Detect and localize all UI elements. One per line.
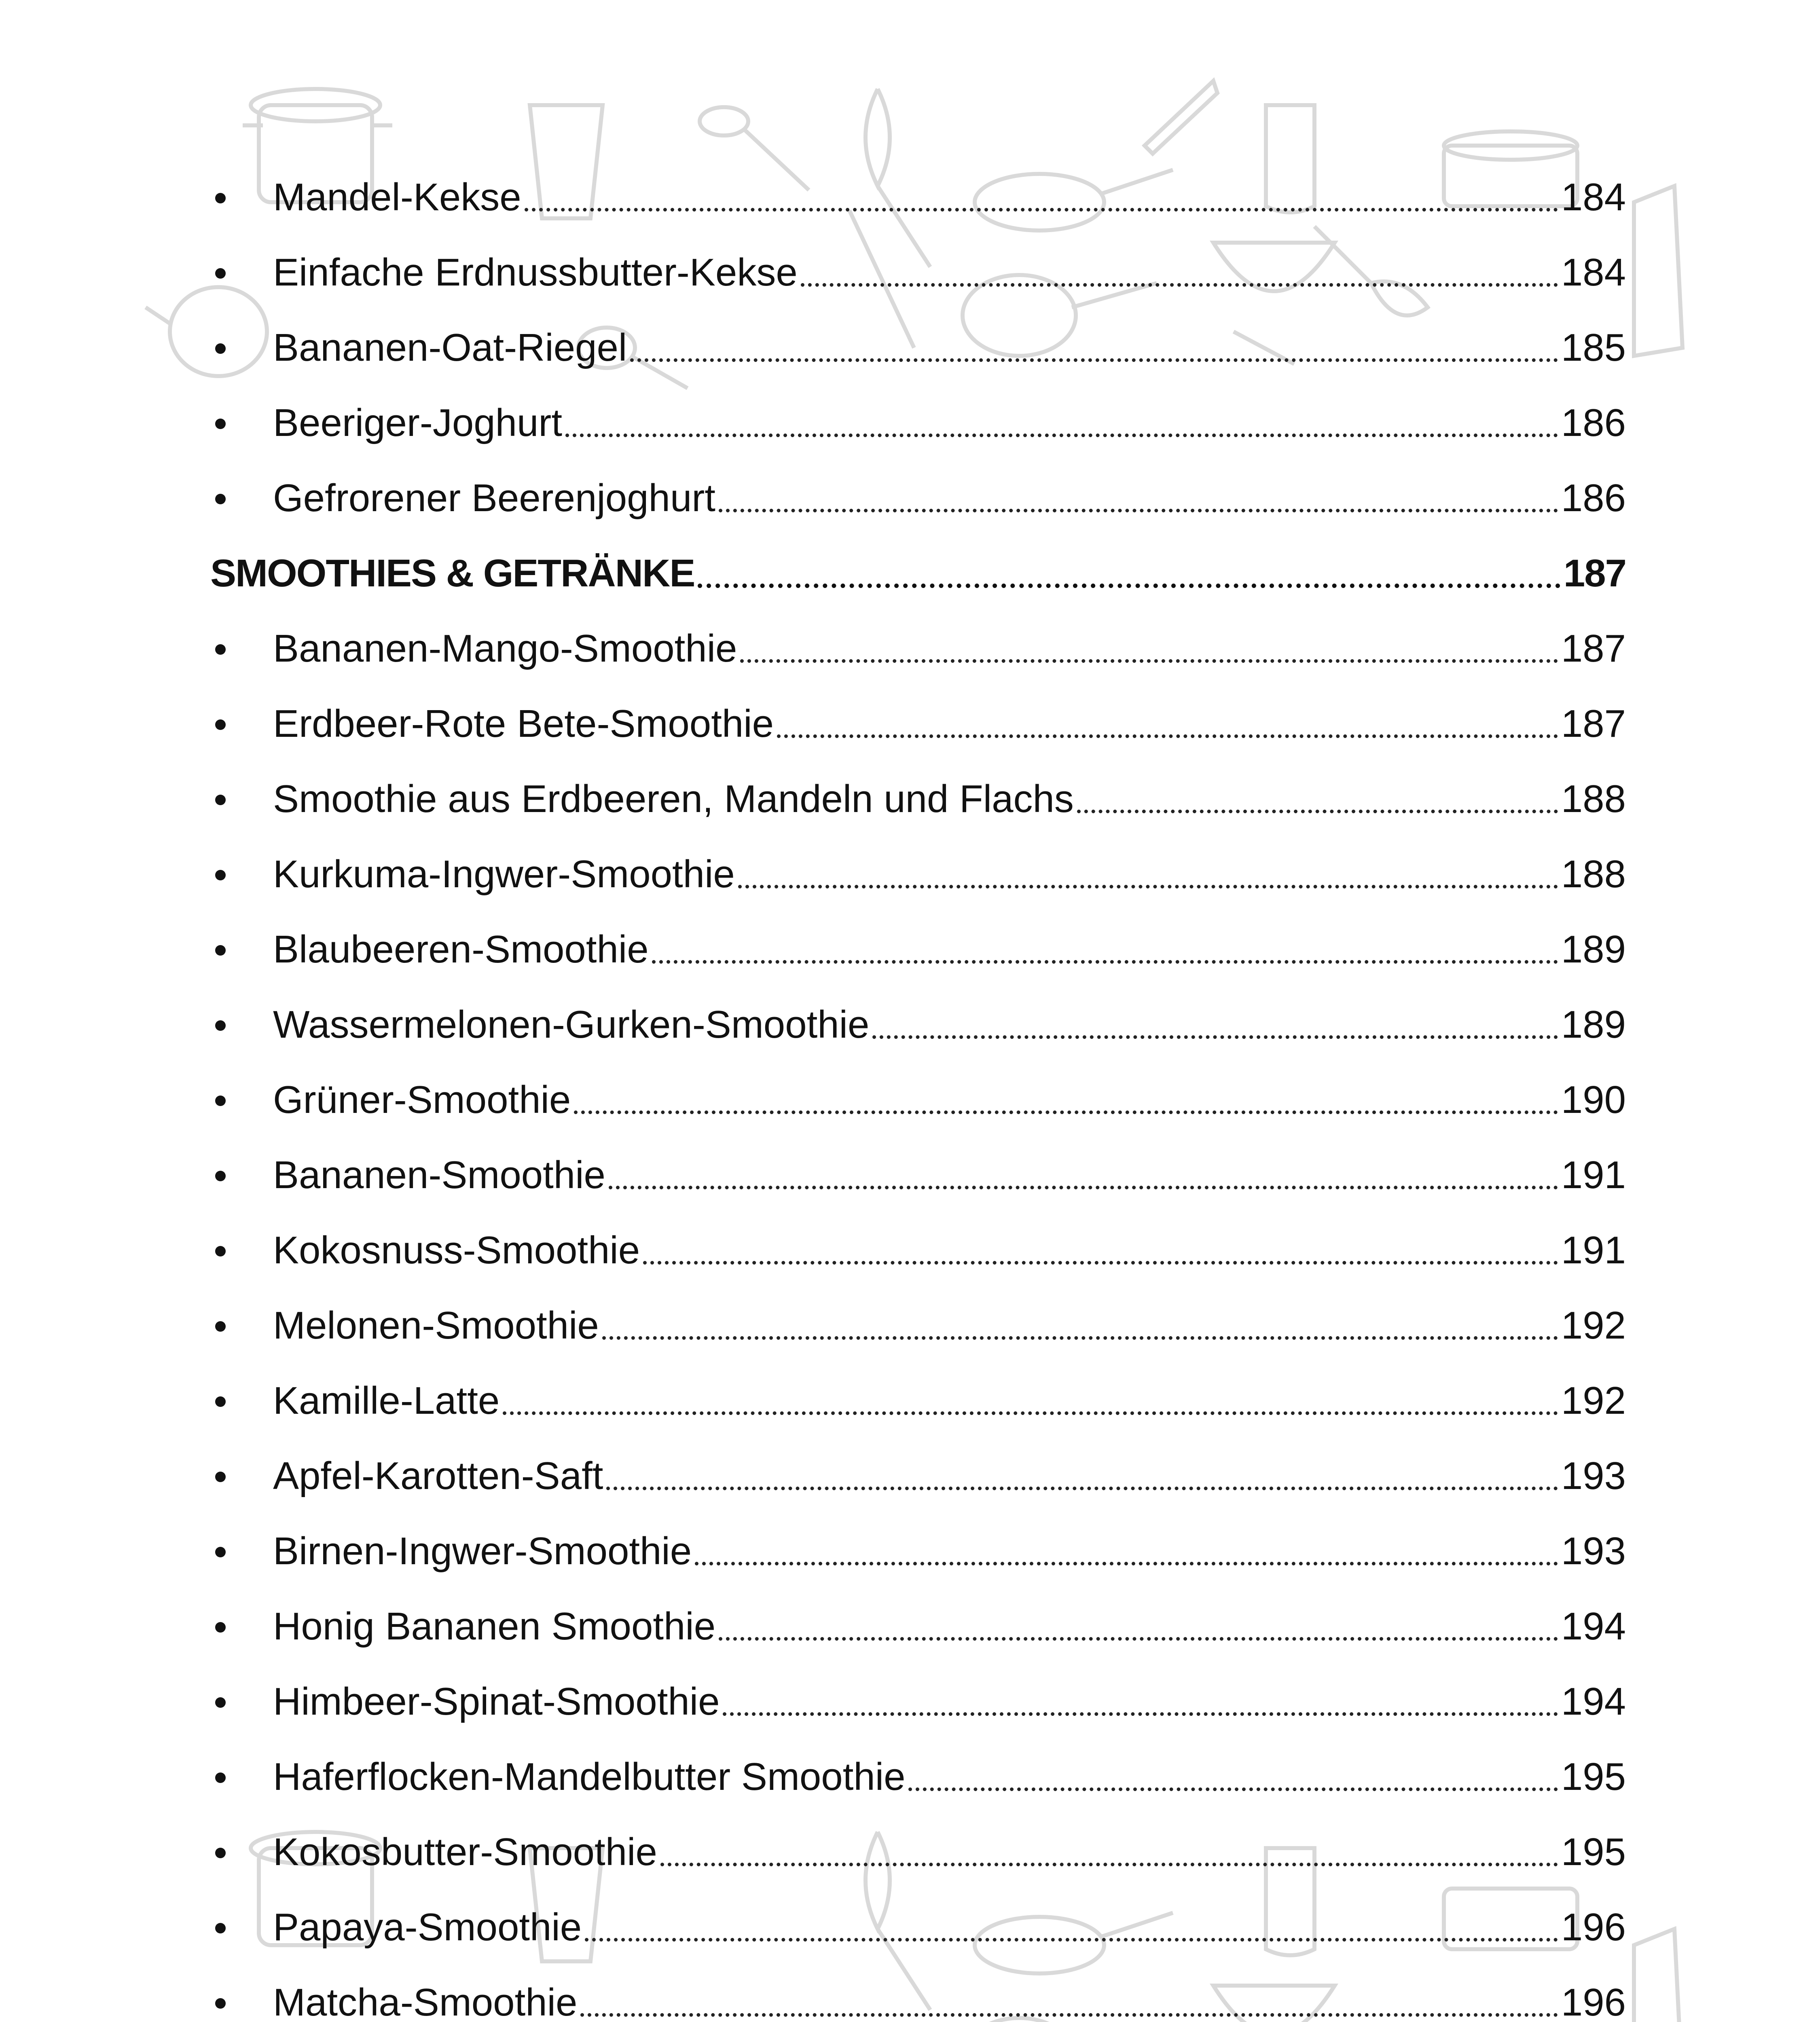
toc-entry-page: 189 <box>1561 1003 1626 1046</box>
bullet-icon <box>215 1547 226 1557</box>
bullet-icon <box>215 795 226 805</box>
dot-leader <box>719 509 1558 512</box>
toc-entry-label: Apfel-Karotten-Saft <box>273 1454 603 1497</box>
toc-entry-page: 187 <box>1561 702 1626 745</box>
toc-entry[interactable] <box>210 912 1626 987</box>
bullet-icon <box>215 1998 226 2009</box>
toc-entry-page: 186 <box>1561 476 1626 520</box>
knife-icon <box>1145 81 1217 154</box>
bullet-icon <box>215 343 226 354</box>
bullet-icon <box>215 419 226 429</box>
dot-leader <box>777 734 1558 738</box>
toc-entry-page: 188 <box>1561 777 1626 821</box>
toc-entry-page: 189 <box>1561 928 1626 971</box>
dot-leader <box>719 1637 1558 1641</box>
toc-entry-label: Grüner-Smoothie <box>273 1078 571 1121</box>
toc-entry[interactable] <box>210 235 1626 310</box>
toc-entry-page: 185 <box>1561 326 1626 369</box>
bullet-icon <box>215 494 226 504</box>
bullet-icon <box>215 1321 226 1332</box>
dot-leader <box>565 434 1558 437</box>
toc-entry-page: 195 <box>1561 1755 1626 1798</box>
dot-leader <box>801 283 1558 287</box>
dot-leader <box>606 1487 1558 1490</box>
grater-icon <box>1634 186 1682 356</box>
toc-entry-page: 193 <box>1561 1529 1626 1573</box>
toc-entry-page: 188 <box>1561 852 1626 896</box>
dot-leader <box>698 584 1560 588</box>
toc-entry[interactable] <box>210 1062 1626 1138</box>
toc-entry-label: Kokosbutter-Smoothie <box>273 1830 657 1874</box>
dot-leader <box>503 1411 1558 1415</box>
toc-heading-page: 187 <box>1563 552 1626 595</box>
toc-entry-page: 195 <box>1561 1830 1626 1874</box>
bullet-icon <box>215 1772 226 1783</box>
bullet-icon <box>215 268 226 279</box>
bullet-icon <box>215 1472 226 1482</box>
toc-entry-label: Melonen-Smoothie <box>273 1304 599 1347</box>
dot-leader <box>630 358 1558 362</box>
toc-entry-page: 192 <box>1561 1379 1626 1422</box>
dot-leader <box>574 1110 1558 1114</box>
toc-entry-label: Erdbeer-Rote Bete-Smoothie <box>273 702 774 745</box>
toc-entry-label: Bananen-Oat-Riegel <box>273 326 627 369</box>
toc-entry-label: Blaubeeren-Smoothie <box>273 928 649 971</box>
bullet-icon <box>215 1171 226 1181</box>
toc-entry[interactable] <box>210 987 1626 1062</box>
dot-leader <box>1077 810 1558 813</box>
toc-entry-page: 194 <box>1561 1605 1626 1648</box>
dot-leader <box>740 659 1558 663</box>
toc-entry-page: 187 <box>1561 627 1626 670</box>
bullet-icon <box>215 719 226 730</box>
toc-entry-label: Birnen-Ingwer-Smoothie <box>273 1529 692 1573</box>
bullet-icon <box>215 945 226 956</box>
toc-entry-label: Mandel-Kekse <box>273 176 521 219</box>
toc-entry[interactable] <box>210 1213 1626 1288</box>
toc-entry-label: Kurkuma-Ingwer-Smoothie <box>273 852 735 896</box>
toc-entry[interactable] <box>210 160 1626 235</box>
dot-leader <box>652 960 1558 964</box>
toc-entry-page: 192 <box>1561 1304 1626 1347</box>
toc-section-heading[interactable] <box>210 536 1626 611</box>
toc-entry[interactable] <box>210 686 1626 761</box>
bullet-icon <box>215 1396 226 1407</box>
bullet-icon <box>215 1246 226 1256</box>
dot-leader <box>872 1035 1558 1039</box>
toc-entry[interactable] <box>210 1965 1626 2022</box>
toc-entry-page: 196 <box>1561 1981 1626 2022</box>
bullet-icon <box>215 644 226 655</box>
dot-leader <box>738 885 1558 888</box>
dot-leader <box>580 2013 1558 2017</box>
toc-entry[interactable] <box>210 1138 1626 1213</box>
toc-entry-page: 196 <box>1561 1906 1626 1949</box>
dot-leader <box>660 1863 1558 1866</box>
bullet-icon <box>215 1923 226 1933</box>
toc-entry-label: Kamille-Latte <box>273 1379 500 1422</box>
toc-entry-label: Kokosnuss-Smoothie <box>273 1229 640 1272</box>
toc-entry[interactable] <box>210 1288 1626 1363</box>
toc-entry-label: Haferflocken-Mandelbutter Smoothie <box>273 1755 906 1798</box>
toc-entry[interactable] <box>210 761 1626 837</box>
dot-leader <box>525 208 1558 212</box>
table-of-contents <box>210 160 1626 2022</box>
toc-entry[interactable] <box>210 1664 1626 1739</box>
bullet-icon <box>215 1020 226 1031</box>
toc-entry-label: Honig Bananen Smoothie <box>273 1605 716 1648</box>
toc-entry-label: Matcha-Smoothie <box>273 1981 578 2022</box>
toc-entry-label: Beeriger-Joghurt <box>273 401 563 444</box>
dot-leader <box>602 1336 1558 1340</box>
toc-entry-page: 184 <box>1561 176 1626 219</box>
toc-entry-page: 191 <box>1561 1153 1626 1197</box>
toc-entry[interactable] <box>210 461 1626 536</box>
toc-entry-page: 194 <box>1561 1680 1626 1723</box>
toc-entry-label: Bananen-Mango-Smoothie <box>273 627 737 670</box>
dot-leader <box>908 1787 1558 1791</box>
toc-entry-label: Smoothie aus Erdbeeren, Mandeln und Flachs <box>273 777 1074 821</box>
dot-leader <box>723 1712 1558 1716</box>
toc-entry[interactable] <box>210 837 1626 912</box>
toc-heading-label: SMOOTHIES & GETRÄNKE <box>210 552 695 595</box>
toc-entry-label: Bananen-Smoothie <box>273 1153 605 1197</box>
bullet-icon <box>215 1697 226 1708</box>
toc-entry[interactable] <box>210 1438 1626 1514</box>
toc-entry[interactable] <box>210 1589 1626 1664</box>
dot-leader <box>643 1261 1558 1265</box>
bullet-icon <box>215 1096 226 1106</box>
dot-leader <box>609 1186 1558 1189</box>
toc-entry[interactable] <box>210 310 1626 385</box>
toc-entry[interactable] <box>210 1739 1626 1815</box>
toc-entry[interactable] <box>210 1514 1626 1589</box>
toc-entry[interactable] <box>210 1363 1626 1438</box>
bullet-icon <box>215 193 226 203</box>
toc-entry-label: Himbeer-Spinat-Smoothie <box>273 1680 720 1723</box>
toc-entry[interactable] <box>210 1815 1626 1890</box>
toc-entry[interactable] <box>210 385 1626 461</box>
toc-entry-page: 186 <box>1561 401 1626 444</box>
toc-entry-page: 193 <box>1561 1454 1626 1497</box>
toc-entry[interactable] <box>210 1890 1626 1965</box>
bullet-icon <box>215 1848 226 1858</box>
toc-entry-label: Wassermelonen-Gurken-Smoothie <box>273 1003 870 1046</box>
toc-entry-label: Einfache Erdnussbutter-Kekse <box>273 251 798 294</box>
toc-entry-page: 191 <box>1561 1229 1626 1272</box>
bullet-icon <box>215 870 226 880</box>
toc-entry-page: 184 <box>1561 251 1626 294</box>
grater-icon <box>1634 1929 1682 2022</box>
toc-entry-label: Papaya-Smoothie <box>273 1906 582 1949</box>
toc-entry[interactable] <box>210 611 1626 686</box>
toc-entry-label: Gefrorener Beerenjoghurt <box>273 476 715 520</box>
toc-entry-page: 190 <box>1561 1078 1626 1121</box>
dot-leader <box>695 1562 1558 1565</box>
bullet-icon <box>215 1622 226 1633</box>
dot-leader <box>585 1938 1558 1942</box>
